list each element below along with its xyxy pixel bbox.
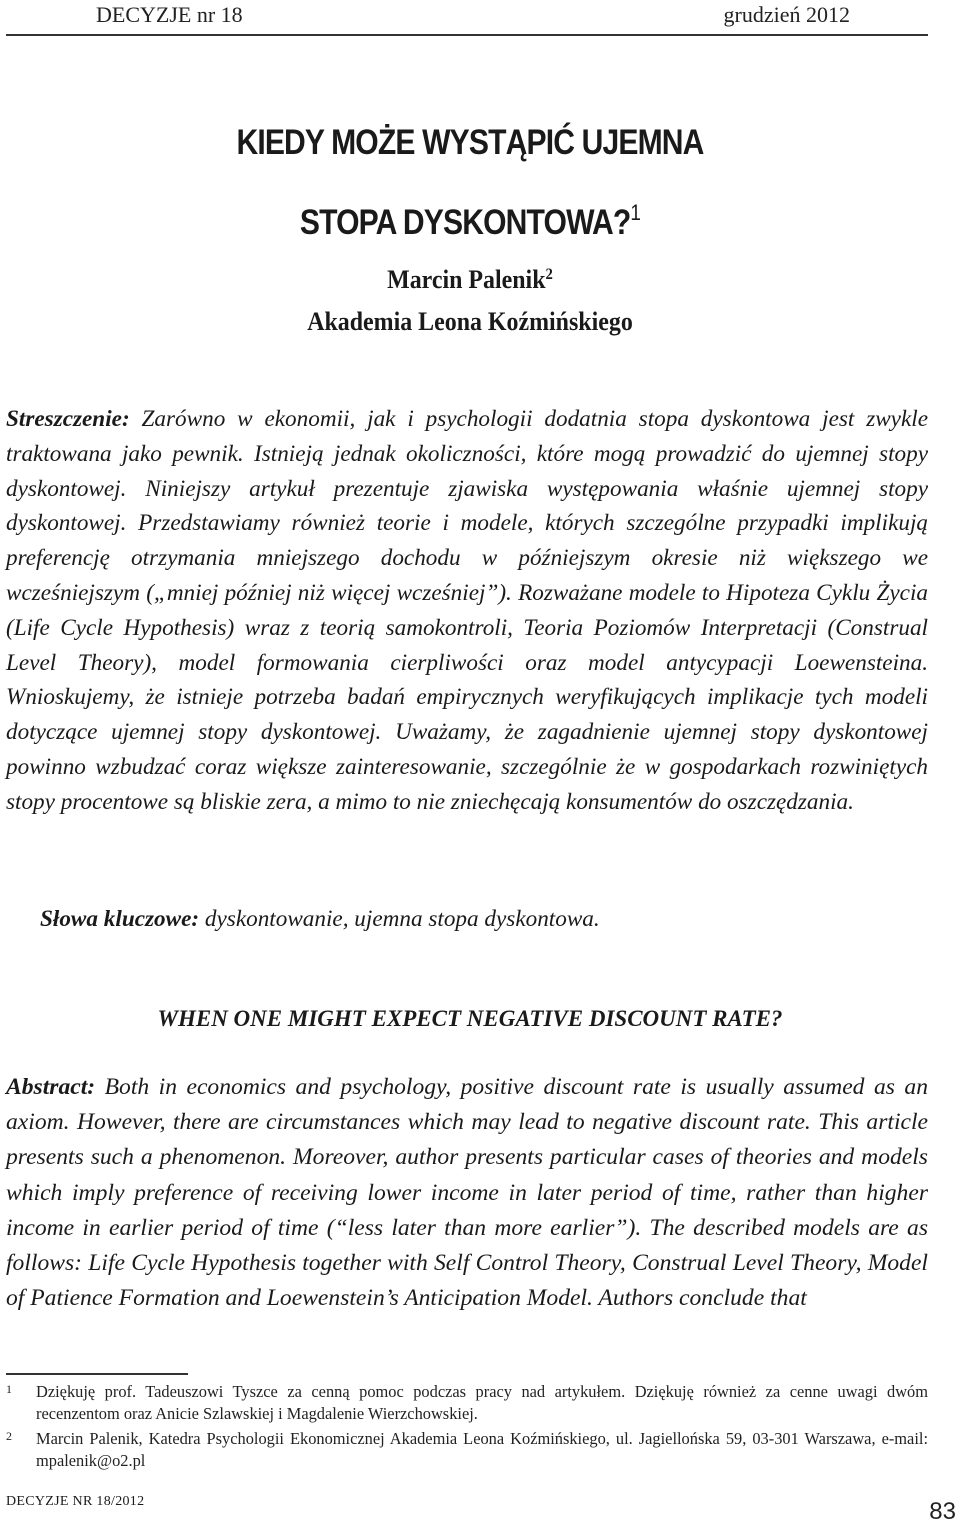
- footnote-2-text: Marcin Palenik, Katedra Psychologii Ekonomicznej Akademia Leona Koźmińskiego, ul. Jagiellońska 59, 03-301 Warszawa, e-mail: mpalenik@o2.pl: [36, 1429, 928, 1471]
- header-rule: [6, 34, 928, 36]
- footer-journal: DECYZJE NR 18/2012: [6, 1494, 145, 1509]
- abstract-polish: [6, 402, 928, 820]
- keywords-polish: [40, 906, 600, 933]
- abstract-english-label: Abstract:: [6, 1074, 96, 1100]
- title-line-1: KIEDY MOŻE WYSTĄPIĆ UJEMNA: [236, 123, 704, 162]
- author-affiliation: Akademia Leona Koźmińskiego: [307, 307, 633, 336]
- footnote-1: [6, 1381, 928, 1426]
- author-name-line: [38, 254, 903, 301]
- footnote-1-number: 1: [6, 1382, 12, 1396]
- footnote-1-text: Dziękuję prof. Tadeuszowi Tyszce za cenną pomoc podczas pracy nad artykułem. Dziękuję również za cenne uwagi dwóm recenzentom oraz Anicie Szlawskiej i Magdalenie Wierzchowskiej.: [36, 1382, 928, 1424]
- running-header: [0, 2, 960, 32]
- footnote-2: [6, 1428, 928, 1473]
- keywords-label: Słowa kluczowe:: [40, 906, 200, 932]
- author-name: Marcin Palenik: [387, 265, 546, 294]
- article-title: [66, 108, 874, 258]
- abstract-english: [6, 1070, 928, 1316]
- abstract-polish-text: Zarówno w ekonomii, jak i psychologii dodatnia stopa dyskontowa jest zwykle traktowana jako pewnik. Istnieją jednak okoliczności, które mogą prowadzić do ujemnej stopy dyskontowej. Niniejszy artykuł prezentuje zjawiska występowania właśnie ujemnej stopy dyskontowej. Przedstawiamy również teorie i modele, których szczególne przypadki implikują preferencję otrzymania mniejszego dochodu w późniejszym okresie niż większego we wcześniejszym („mniej później niż więcej wcześniej”). Rozważane modele to Hipoteza Cyklu Życia (Life Cycle Hypothesis) wraz z teorią samokontroli, Teoria Poziomów Interpretacji (Construal Level Theory), model formowania cierpliwości oraz model antycypacji Loewensteina. Wnioskujemy, że istnieje potrzeba badań empirycznych weryfikujących implikacje tych modeli dotyczące ujemnej stopy dyskontowej. Uważamy, że zagadnienie ujemnej stopy dyskontowej powinno wzbudzać coraz większe zainteresowanie, szczególnie że w gospodarkach rozwiniętych stopy procentowe są bliskie zera, a mimo to nie zniechęcają konsumentów do oszczędzania.: [6, 406, 928, 815]
- footnote-2-number: 2: [6, 1429, 12, 1443]
- title-line-2: [66, 178, 874, 258]
- english-title: WHEN ONE MIGHT EXPECT NEGATIVE DISCOUNT RATE?: [157, 1006, 783, 1031]
- title-line-2-text: STOPA DYSKONTOWA?: [299, 203, 631, 242]
- page-number: 83: [929, 1498, 956, 1525]
- author-block: [38, 254, 903, 343]
- journal-name: DECYZJE nr 18: [96, 2, 243, 27]
- footnote-rule: [6, 1373, 188, 1375]
- abstract-polish-label: Streszczenie:: [6, 406, 130, 432]
- issue-date: grudzień 2012: [723, 2, 850, 27]
- abstract-english-text: Both in economics and psychology, positive discount rate is usually assumed as an axiom. However, there are circumstances which may lead to negative discount rate. This article presents such a phenomenon. Moreover, author presents particular cases of theories and models which imply preference of receiving lower income in later period of time, rather than higher income in earlier period of time (“less later than more earlier”). The described models are as follows: Life Cycle Hypothesis together with Self Control Theory, Construal Level Theory, Model of Patience Formation and Loewenstein’s Anticipation Model. Authors conclude that: [6, 1074, 928, 1312]
- author-footnote-mark[interactable]: 2: [545, 266, 553, 283]
- keywords-text: dyskontowanie, ujemna stopa dyskontowa.: [204, 906, 600, 932]
- title-footnote-mark[interactable]: 1: [630, 200, 641, 225]
